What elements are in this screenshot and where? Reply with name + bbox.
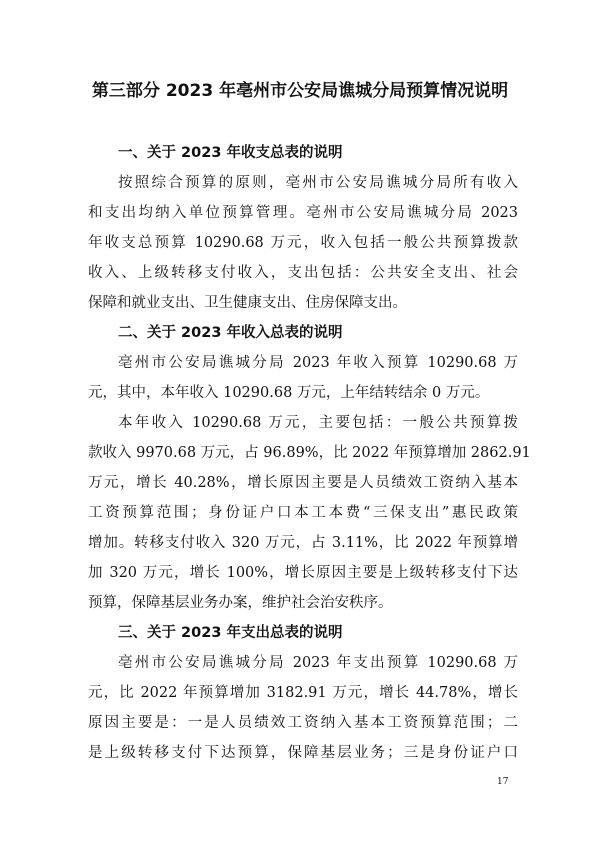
- section-heading-3: 三、关于 2023 年支出总表的说明: [118, 625, 343, 641]
- paragraph-line: 预算，保障基层业务办案，维护社会治安秩序。: [88, 595, 393, 611]
- paragraph-line: 万元，增长 40.28%，增长原因主要是人员绩效工资纳入基本: [88, 475, 518, 491]
- paragraph-line: 按照综合预算的原则，亳州市公安局谯城分局所有收入: [118, 175, 518, 191]
- paragraph-line: 工资预算范围；身份证户口本工本费“三保支出”惠民政策: [88, 505, 518, 521]
- paragraph-line: 元，其中，本年收入 10290.68 万元，上年结转结余 0 万元。: [88, 385, 490, 401]
- paragraph-line: 款收入 9970.68 万元，占 96.89%，比 2022 年预算增加 2862.91: [88, 445, 531, 461]
- paragraph-line: 元，比 2022 年预算增加 3182.91 万元，增长 44.78%，增长: [88, 685, 518, 701]
- paragraph-line: 和支出均纳入单位预算管理。亳州市公安局谯城分局 2023: [88, 205, 518, 221]
- paragraph-line: 保障和就业支出、卫生健康支出、住房保障支出。: [88, 295, 407, 311]
- paragraph-line: 收入、上级转移支付收入，支出包括：公共安全支出、社会: [88, 265, 518, 281]
- paragraph-line: 原因主要是：一是人员绩效工资纳入基本工资预算范围；二: [88, 715, 518, 731]
- paragraph-line: 亳州市公安局谯城分局 2023 年支出预算 10290.68 万: [118, 655, 518, 671]
- paragraph-line: 是上级转移支付下达预算，保障基层业务；三是身份证户口: [88, 745, 518, 761]
- document-title: 第三部分 2023 年亳州市公安局谯城分局预算情况说明: [91, 81, 509, 101]
- paragraph-line: 本年收入 10290.68 万元，主要包括：一般公共预算拨: [118, 415, 518, 431]
- section-heading-2: 二、关于 2023 年收入总表的说明: [118, 325, 343, 341]
- section-heading-1: 一、关于 2023 年收支总表的说明: [118, 145, 343, 161]
- page-number: 17: [497, 777, 509, 787]
- paragraph-line: 加 320 万元，增长 100%，增长原因主要是上级转移支付下达: [88, 565, 518, 581]
- paragraph-line: 亳州市公安局谯城分局 2023 年收入预算 10290.68 万: [118, 355, 518, 371]
- paragraph-line: 增加。转移支付收入 320 万元，占 3.11%，比 2022 年预算增: [88, 535, 518, 551]
- paragraph-line: 年收支总预算 10290.68 万元，收入包括一般公共预算拨款: [88, 235, 518, 251]
